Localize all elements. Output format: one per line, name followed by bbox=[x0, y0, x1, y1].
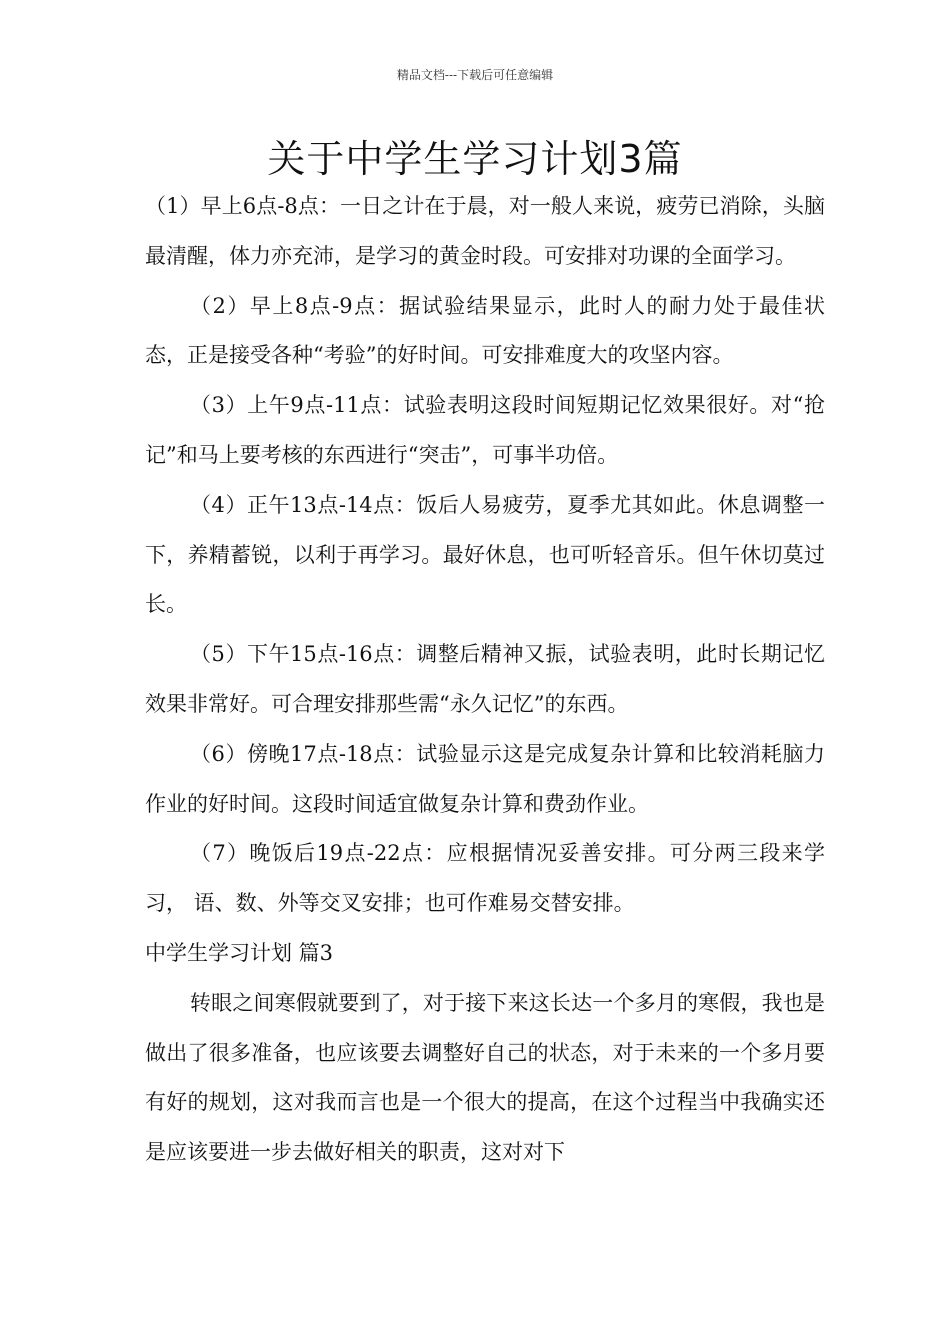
page-header: 精品文档---下载后可任意编辑 bbox=[396, 68, 554, 82]
paragraph-4: （4）正午13点-14点：饭后人易疲劳，夏季尤其如此。休息调整一下，养精蓄锐，以利于再学习。最好休息，也可听轻音乐。但午休切莫过长。 bbox=[145, 492, 825, 617]
paragraph-2: （2）早上8点-9点：据试验结果显示，此时人的耐力处于最佳状态，正是接受各种“考验”的好时间。可安排难度大的攻坚内容。 bbox=[145, 293, 825, 368]
paragraph-3: （3）上午9点-11点：试验表明这段时间短期记忆效果很好。对“抢记”和马上要考核的东西进行“突击”，可事半功倍。 bbox=[145, 393, 825, 467]
document-title: 关于中学生学习计划3篇 bbox=[267, 137, 683, 181]
paragraph-5: （5）下午15点-16点：调整后精神又振，试验表明，此时长期记忆效果非常好。可合理安排那些需“永久记忆”的东西。 bbox=[145, 642, 825, 716]
document-body bbox=[145, 182, 825, 1178]
paragraph-7: （7）晚饭后19点-22点：应根据情况妥善安排。可分两三段来学习， 语、数、外等交叉安排；也可作难易交替安排。 bbox=[145, 841, 825, 916]
paragraph-1: （1）早上6点-8点：一日之计在于晨，对一般人来说，疲劳已消除，头脑最清醒，体力亦充沛，是学习的黄金时段。可安排对功课的全面学习。 bbox=[145, 194, 825, 268]
paragraph-6: （6）傍晚17点-18点：试验显示这是完成复杂计算和比较消耗脑力作业的好时间。这段时间适宜做复杂计算和费劲作业。 bbox=[145, 741, 825, 816]
section-paragraph: 转眼之间寒假就要到了，对于接下来这长达一个多月的寒假，我也是做出了很多准备，也应该要去调整好自己的状态，对于未来的一个多月要有好的规划，这对我而言也是一个很大的提高，在这个过程当中我确实还是应该要进一步去做好相关的职责，这对对下 bbox=[145, 990, 825, 1165]
section-heading: 中学生学习计划 篇3 bbox=[145, 940, 334, 965]
